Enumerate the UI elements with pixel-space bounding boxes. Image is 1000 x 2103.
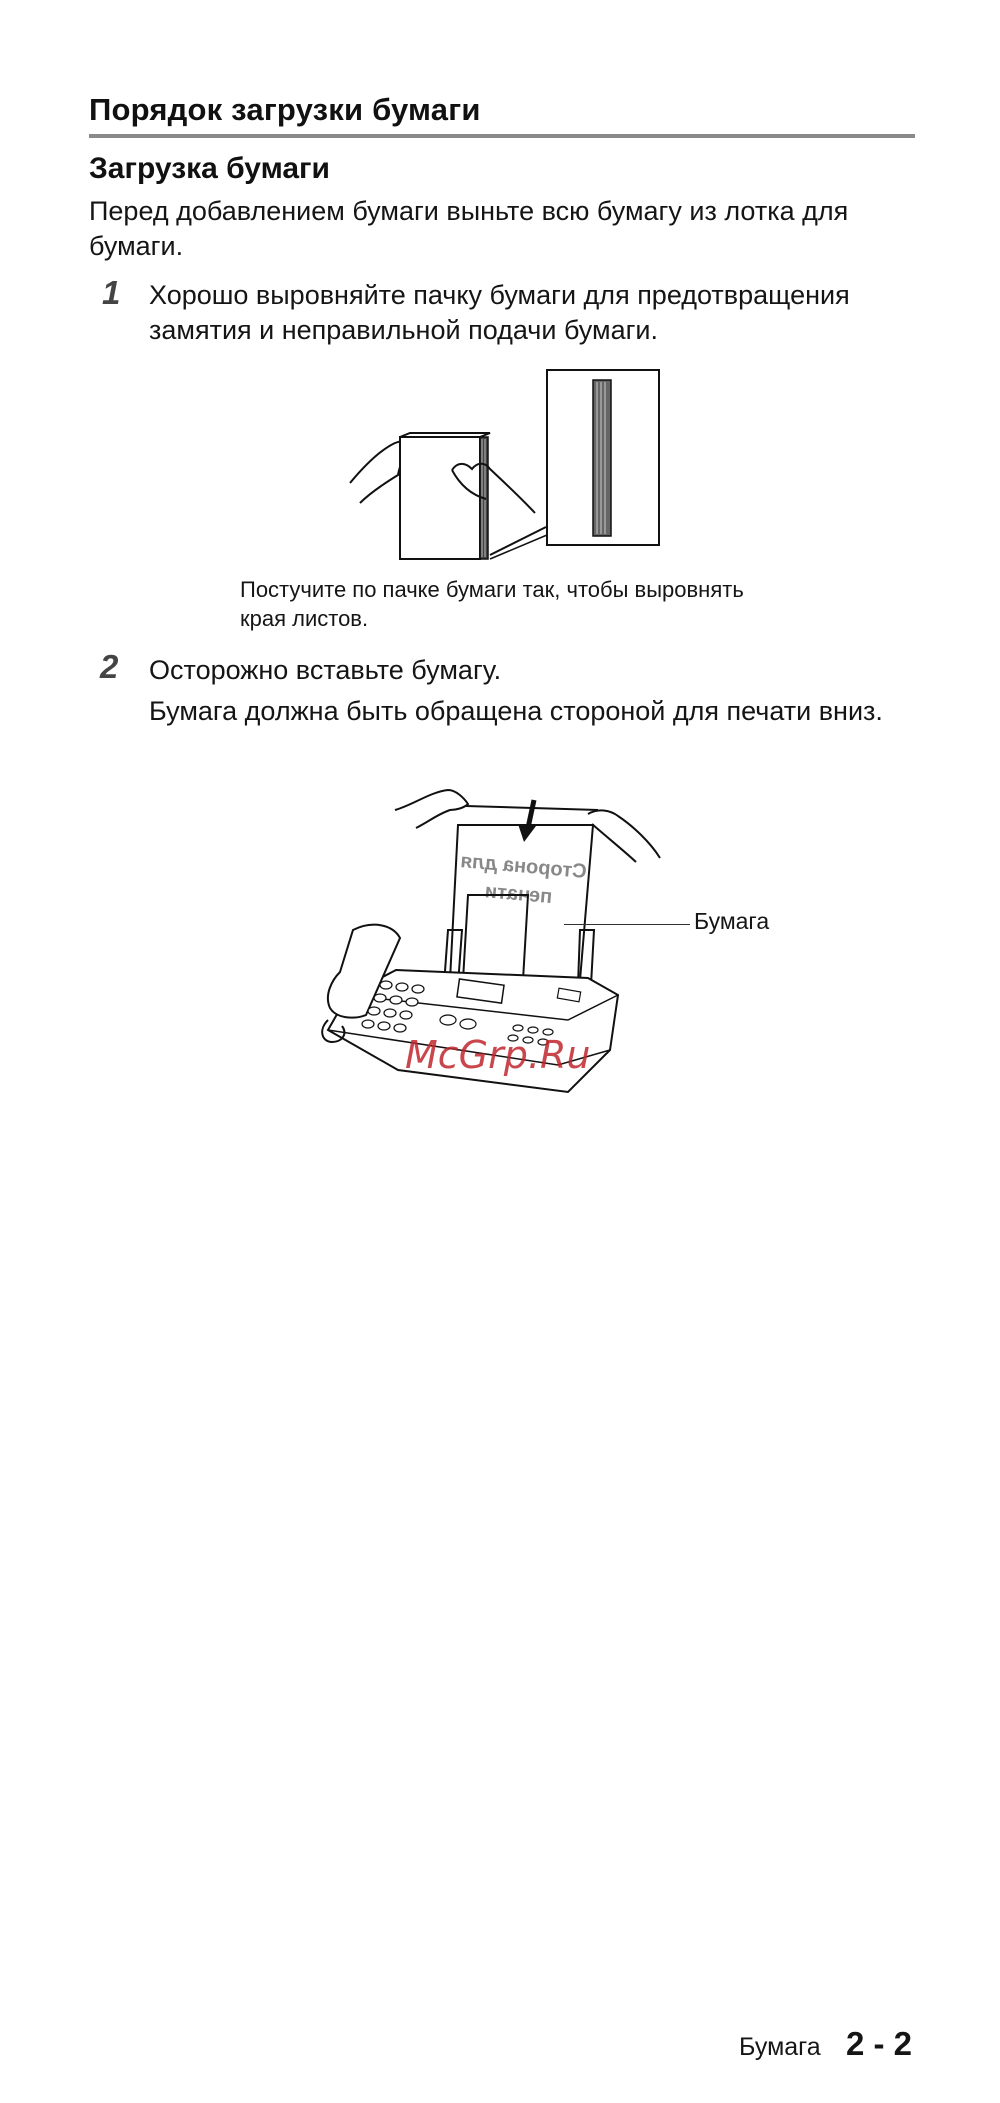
step-1-number: 1: [102, 274, 121, 311]
paper-label: Бумага: [694, 908, 770, 934]
intro-paragraph: Перед добавлением бумаги выньте всю бумагу из лотка для бумаги.: [89, 196, 849, 261]
watermark: McGrp.Ru: [405, 1033, 591, 1077]
subsection-title: Загрузка бумаги: [89, 152, 330, 185]
page-number: 2 - 2: [846, 2025, 913, 2062]
footer-label: Бумага: [739, 2033, 821, 2061]
paper-leader-line: [564, 924, 690, 925]
section-rule: [89, 134, 915, 138]
step-2-number: 2: [100, 648, 119, 685]
figure-1-caption: Постучите по пачке бумаги так, чтобы выровнять края листов.: [240, 577, 744, 631]
section-title: Порядок загрузки бумаги: [89, 92, 481, 127]
paper-stack-illustration: [340, 365, 665, 565]
paper-mirrored-text-1: Сторона для: [459, 850, 588, 883]
paper-mirrored-text-2: печати: [483, 880, 554, 909]
step-2-subtext: Бумага должна быть обращена стороной для печати вниз.: [149, 696, 883, 726]
step-1-text: Хорошо выровняйте пачку бумаги для предотвращения замятия и неправильной подачи бумаги.: [149, 280, 850, 345]
step-2-text: Осторожно вставьте бумагу.: [149, 655, 502, 685]
